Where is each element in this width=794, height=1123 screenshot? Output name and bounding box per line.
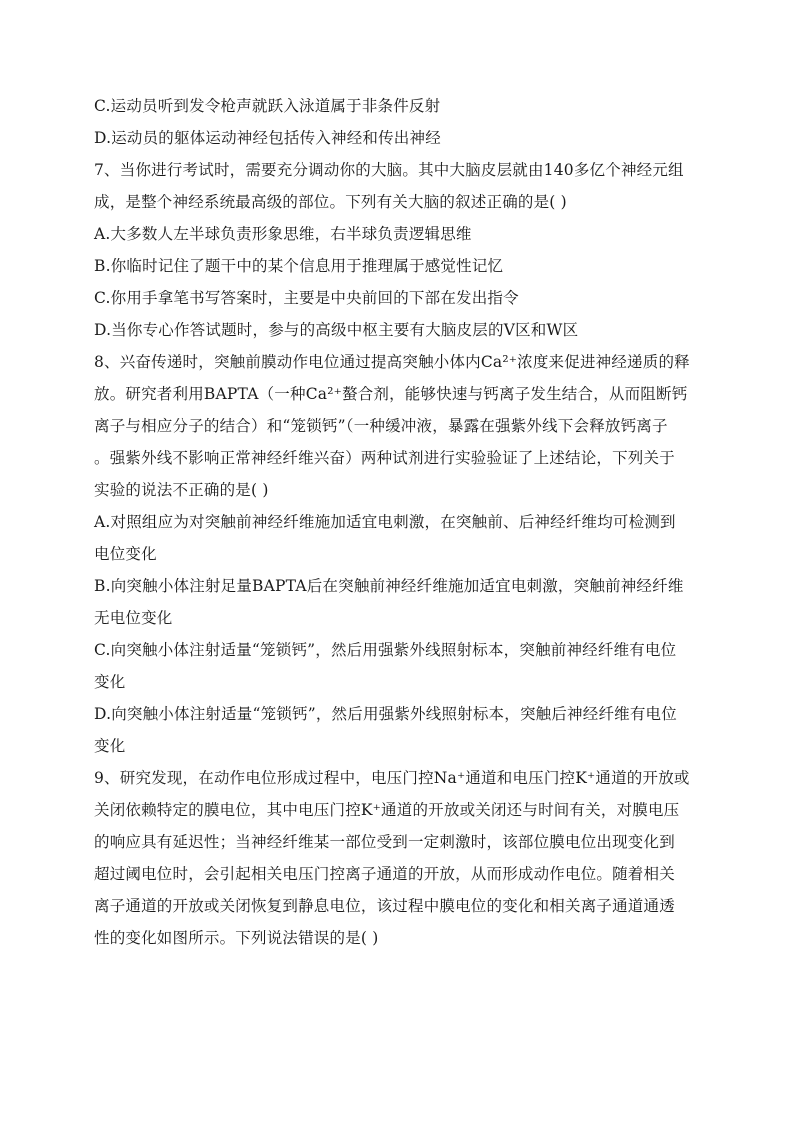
option-7d: D.当你专心作答试题时，参与的高级中枢主要有大脑皮层的V区和W区 (94, 321, 579, 339)
option-8c-line-2: 变化 (94, 673, 126, 691)
option-8a-line-1: A.对照组应为对突触前神经纤维施加适宜电刺激，在突触前、后神经纤维均可检测到 (94, 513, 676, 531)
question-9-line-5: 离子通道的开放或关闭恢复到静息电位，该过程中膜电位的变化和相关离子通道通透 (94, 897, 675, 915)
option-8d-line-1: D.向突触小体注射适量“笼锁钙”，然后用强紫外线照射标本，突触后神经纤维有电位 (94, 705, 677, 723)
option-6c: C.运动员听到发令枪声就跃入泳道属于非条件反射 (94, 97, 441, 115)
question-9-line-1: 9、研究发现，在动作电位形成过程中，电压门控Na⁺通道和电压门控K⁺通道的开放或 (94, 769, 690, 787)
question-9-line-3: 的响应具有延迟性；当神经纤维某一部位受到一定刺激时，该部位膜电位出现变化到 (94, 833, 675, 851)
question-8-line-5: 实验的说法不正确的是( ) (94, 481, 269, 499)
option-8d-line-2: 变化 (94, 737, 126, 755)
option-6d: D.运动员的躯体运动神经包括传入神经和传出神经 (94, 129, 441, 147)
question-9-line-2: 关闭依赖特定的膜电位，其中电压门控K⁺通道的开放或关闭还与时间有关，对膜电压 (94, 801, 680, 819)
option-8b-line-1: B.向突触小体注射足量BAPTA后在突触前神经纤维施加适宜电刺激，突触前神经纤维 (94, 577, 684, 595)
option-7a: A.大多数人左半球负责形象思维，右半球负责逻辑思维 (94, 225, 472, 243)
question-8-line-1: 8、兴奋传递时，突触前膜动作电位通过提高突触小体内Ca²⁺浓度来促进神经递质的释 (94, 353, 690, 371)
question-7-line-2: 成，是整个神经系统最高级的部位。下列有关大脑的叙述正确的是( ) (94, 193, 567, 211)
option-8b-line-2: 无电位变化 (94, 609, 173, 627)
option-8a-line-2: 电位变化 (94, 545, 157, 563)
question-9-line-4: 超过阈电位时，会引起相关电压门控离子通道的开放，从而形成动作电位。随着相关 (94, 865, 675, 883)
question-7-line-1: 7、当你进行考试时，需要充分调动你的大脑。其中大脑皮层就由140多亿个神经元组 (94, 161, 684, 179)
question-8-line-3: 离子与相应分子的结合）和“笼锁钙”（一种缓冲液，暴露在强紫外线下会释放钙离子 (94, 417, 668, 435)
option-7b: B.你临时记住了题干中的某个信息用于推理属于感觉性记忆 (94, 257, 504, 275)
question-9-line-6: 性的变化如图所示。下列说法错误的是( ) (94, 929, 379, 947)
question-8-line-2: 放。研究者利用BAPTA（一种Ca²⁺螯合剂，能够快速与钙离子发生结合，从而阻断钙 (94, 385, 688, 403)
option-7c: C.你用手拿笔书写答案时，主要是中央前回的下部在发出指令 (94, 289, 519, 307)
question-8-line-4: 。强紫外线不影响正常神经纤维兴奋）两种试剂进行实验验证了上述结论，下列关于 (94, 449, 675, 467)
option-8c-line-1: C.向突触小体注射适量“笼锁钙”，然后用强紫外线照射标本，突触前神经纤维有电位 (94, 641, 677, 659)
